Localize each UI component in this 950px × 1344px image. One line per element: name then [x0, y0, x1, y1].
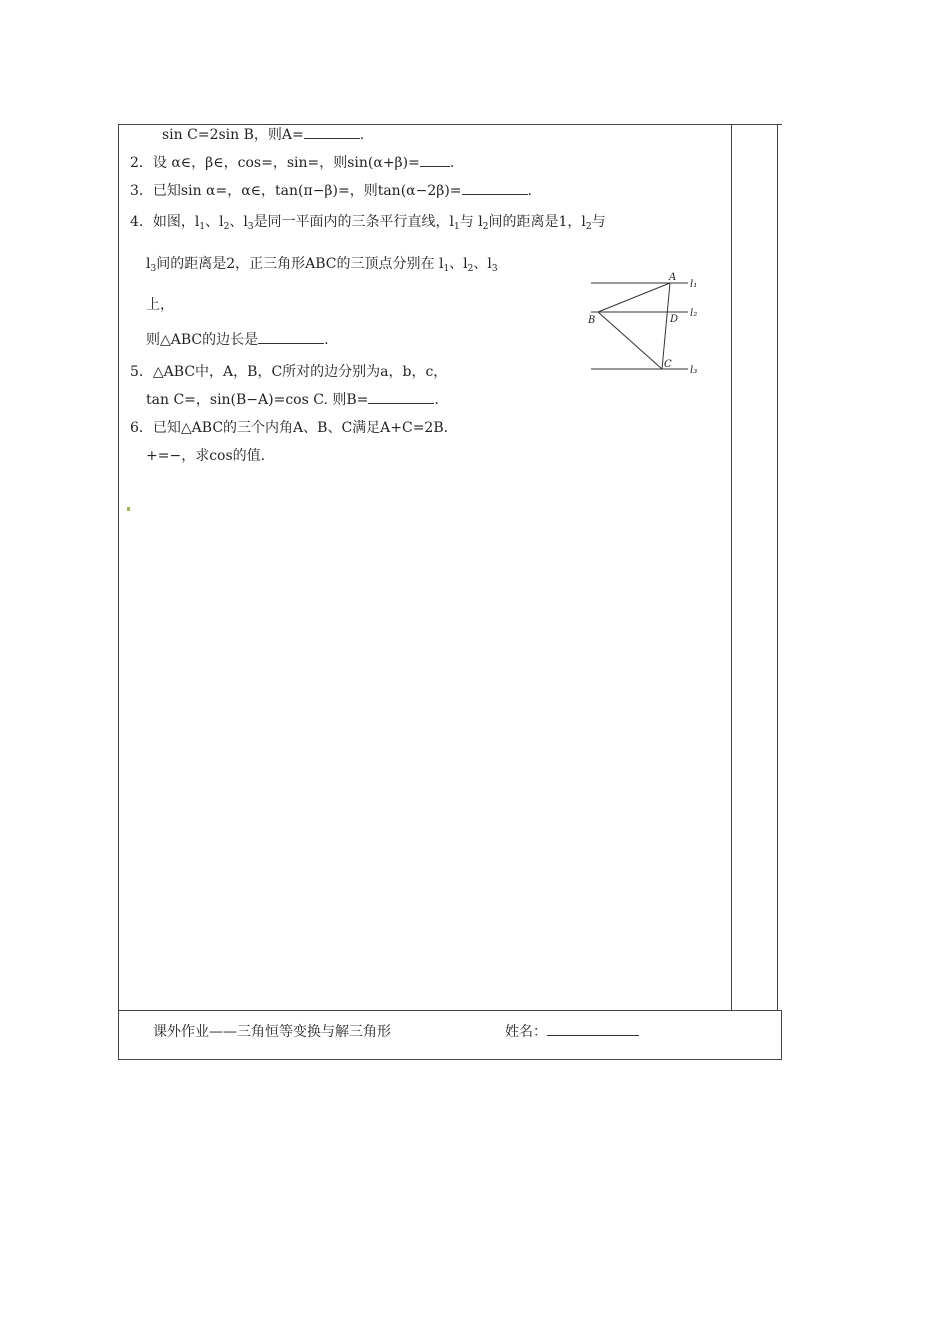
problem-5-line-2: tan C=，sin(B−A)=cos C. 则B= . [146, 392, 439, 408]
problem-4-line-4: 则△ABC的边长是 . [146, 332, 329, 348]
problem-2: 2．设 α∈，β∈，cos=，sin=，则sin(α+β)= . [130, 155, 455, 171]
margin-mark [127, 507, 130, 511]
name-label: 姓名： [505, 1024, 547, 1040]
right-column-line [731, 124, 732, 1010]
name-input-blank[interactable] [547, 1023, 639, 1036]
problem-3: 3．已知sin α=，α∈，tan(π−β)=，则tan(α−2β)= . [130, 183, 532, 199]
label-b: B [588, 315, 596, 326]
top-right-tick [731, 124, 782, 125]
side-ac [662, 283, 670, 369]
label-l1: l₁ [690, 279, 698, 290]
parallel-lines-triangle-diagram [586, 268, 706, 378]
answer-blank-4[interactable] [258, 331, 324, 344]
problem-6-line-1: 6．已知△ABC的三个内角A、B、C满足A+C=2B. [130, 420, 449, 436]
problem-4-line-3: 上， [146, 297, 174, 313]
answer-blank-3[interactable] [462, 182, 528, 195]
answer-blank-1[interactable] [304, 126, 360, 139]
label-d: D [670, 314, 679, 325]
problem-4-line-1: 4．如图，$l_1$、$l_2$、$l_3$是同一平面内的三条平行直线，$l_1$与 $l_2$间的距离是1，$l_2$与 [130, 214, 606, 232]
side-bc [598, 312, 662, 369]
answer-blank-5[interactable] [368, 391, 434, 404]
footer-title: 课外作业——三角恒等变换与解三角形 [153, 1024, 391, 1040]
name-field [505, 1021, 639, 1041]
label-l3: l₃ [690, 365, 698, 376]
side-ab [598, 283, 670, 312]
problem-6-line-2: +=−，求cos的值. [146, 448, 266, 464]
outer-right-line [777, 124, 778, 1010]
problem-5-line-1: 5．△ABC中，A，B，C所对的边分别为a，b，c， [130, 364, 448, 380]
problem-1-tail: sin C=2sin B，则A= . [162, 127, 365, 143]
label-a: A [669, 272, 677, 283]
problem-4-line-2: $l_3$间的距离是2，正三角形ABC的三顶点分别在 $l_1$、$l_2$、$l_3$ [146, 256, 498, 274]
label-l2: l₂ [690, 308, 698, 319]
label-c: C [664, 359, 672, 370]
answer-blank-2[interactable] [420, 154, 450, 167]
